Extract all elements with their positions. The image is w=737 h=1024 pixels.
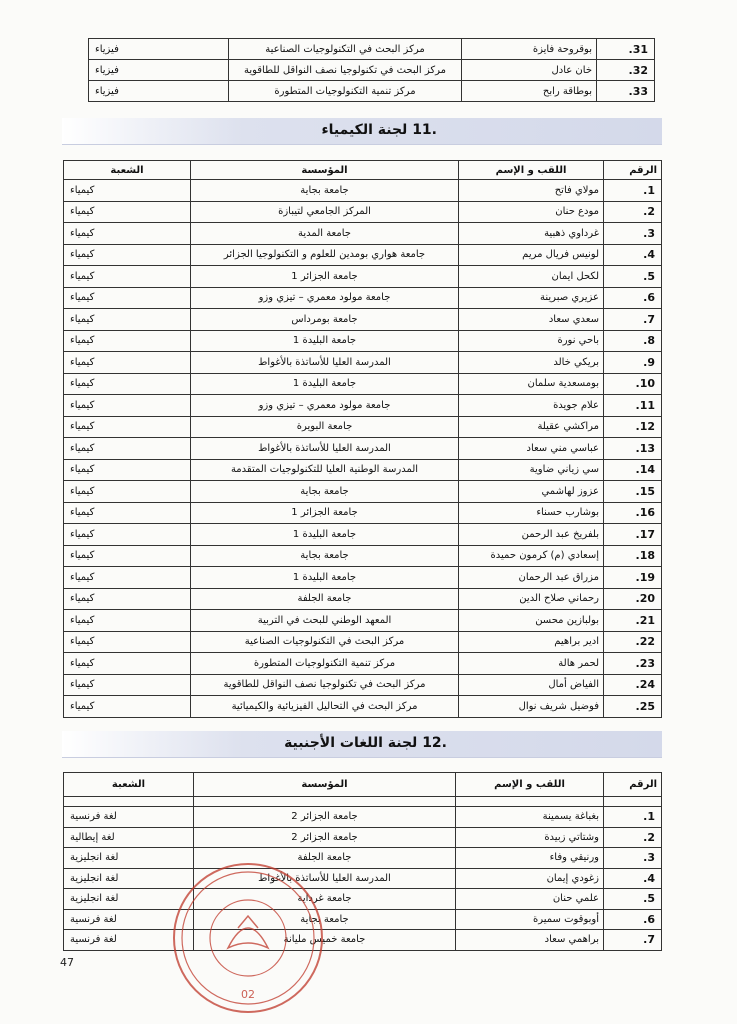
institution: جامعة خميس مليانة	[194, 930, 456, 951]
row-number: 13.	[604, 438, 662, 460]
person-name: خان عادل	[462, 60, 597, 81]
table-row	[64, 827, 662, 848]
person-name: سي زياني ضاوية	[459, 459, 604, 481]
row-number: 18.	[604, 545, 662, 567]
branch: كيمياء	[64, 287, 191, 309]
branch: كيمياء	[64, 244, 191, 266]
table-row	[64, 653, 662, 675]
table-row	[64, 352, 662, 374]
row-number: 19.	[604, 567, 662, 589]
branch: كيمياء	[64, 481, 191, 503]
institution: مركز تنمية التكنولوجيات المتطورة	[229, 81, 462, 102]
row-number: 23.	[604, 653, 662, 675]
table-row	[64, 631, 662, 653]
table-row	[64, 889, 662, 910]
table-row	[64, 502, 662, 524]
table-row	[64, 807, 662, 828]
table-row	[64, 287, 662, 309]
institution: مركز البحث في التكنولوجيات الصناعية	[191, 631, 459, 653]
person-name: بومسعدية سلمان	[459, 373, 604, 395]
person-name: زغودي إيمان	[456, 868, 604, 889]
row-number: 32.	[597, 60, 655, 81]
person-name: بريكي خالد	[459, 352, 604, 374]
row-number: 10.	[604, 373, 662, 395]
person-name: بوطاقة رابح	[462, 81, 597, 102]
institution: المدرسة الوطنية العليا للتكنولوجيات المتقدمة	[191, 459, 459, 481]
row-number: 12.	[604, 416, 662, 438]
institution: مركز تنمية التكنولوجيات المتطورة	[191, 653, 459, 675]
branch: لغة انجليزية	[64, 848, 194, 869]
header-name: اللقب و الإسم	[456, 773, 604, 797]
institution: جامعة المدية	[191, 223, 459, 245]
row-number: 16.	[604, 502, 662, 524]
table-row	[89, 39, 655, 60]
row-number: 4.	[604, 244, 662, 266]
institution: جامعة بومرداس	[191, 309, 459, 331]
header-inst: المؤسسة	[191, 161, 459, 180]
institution: جامعة هواري بومدين للعلوم و التكنولوجيا الجزائر	[191, 244, 459, 266]
person-name: عزوز لهاشمي	[459, 481, 604, 503]
table-row	[64, 588, 662, 610]
table-header-row	[64, 161, 662, 180]
institution: المعهد الوطني للبحث في التربية	[191, 610, 459, 632]
row-number: 7.	[604, 930, 662, 951]
branch: لغة فرنسية	[64, 909, 194, 930]
institution: جامعة الجزائر 2	[194, 827, 456, 848]
table-row	[64, 416, 662, 438]
branch: كيمياء	[64, 653, 191, 675]
header-spacer-row	[64, 797, 662, 807]
table-row	[64, 395, 662, 417]
table-row	[64, 930, 662, 951]
row-number: 22.	[604, 631, 662, 653]
institution: جامعة البليدة 1	[191, 524, 459, 546]
branch: لغة إيطالية	[64, 827, 194, 848]
person-name: براهمي سعاد	[456, 930, 604, 951]
branch: كيمياء	[64, 545, 191, 567]
institution: جامعة مولود معمري – تيزي وزو	[191, 287, 459, 309]
institution: مركز البحث في تكنولوجيا نصف النواقل للطاقوية	[229, 60, 462, 81]
page-number: 47	[60, 956, 74, 969]
institution: المدرسة العليا للأساتذة بالأغواط	[194, 868, 456, 889]
header-branch: الشعبة	[64, 773, 194, 797]
branch: كيمياء	[64, 330, 191, 352]
row-number: 20.	[604, 588, 662, 610]
institution: المدرسة العليا للأساتذة بالأغواط	[191, 438, 459, 460]
table-row	[64, 330, 662, 352]
institution: جامعة الجلفة	[194, 848, 456, 869]
person-name: مولاي فاتح	[459, 180, 604, 202]
branch: لغة فرنسية	[64, 807, 194, 828]
person-name: فوضيل شريف نوال	[459, 696, 604, 718]
institution: جامعة البويرة	[191, 416, 459, 438]
table-row	[64, 459, 662, 481]
branch: كيمياء	[64, 696, 191, 718]
institution: جامعة الجزائر 2	[194, 807, 456, 828]
person-name: بولبازين محسن	[459, 610, 604, 632]
section-12-title: .12 لجنة اللغات الأجنبية	[284, 735, 447, 751]
institution: جامعة غرداية	[194, 889, 456, 910]
table-row	[64, 868, 662, 889]
row-number: 25.	[604, 696, 662, 718]
person-name: علمي حنان	[456, 889, 604, 910]
physics-table-continuation	[88, 38, 655, 102]
row-number: 15.	[604, 481, 662, 503]
row-number: 2.	[604, 201, 662, 223]
row-number: 5.	[604, 889, 662, 910]
institution: جامعة بجاية	[194, 909, 456, 930]
row-number: 33.	[597, 81, 655, 102]
row-number: 5.	[604, 266, 662, 288]
row-number: 6.	[604, 287, 662, 309]
branch: كيمياء	[64, 223, 191, 245]
branch: كيمياء	[64, 524, 191, 546]
table-row	[64, 545, 662, 567]
person-name: بلفريخ عبد الرحمن	[459, 524, 604, 546]
branch: كيمياء	[64, 588, 191, 610]
header-branch: الشعبة	[64, 161, 191, 180]
person-name: ادير براهيم	[459, 631, 604, 653]
table-row	[64, 438, 662, 460]
header-num: الرقم	[604, 161, 662, 180]
row-number: 24.	[604, 674, 662, 696]
branch: كيمياء	[64, 567, 191, 589]
person-name: الفياض أمال	[459, 674, 604, 696]
person-name: مزراق عبد الرحمان	[459, 567, 604, 589]
branch: كيمياء	[64, 459, 191, 481]
row-number: 2.	[604, 827, 662, 848]
table-row	[64, 524, 662, 546]
table-row	[89, 81, 655, 102]
table-row	[64, 610, 662, 632]
institution: جامعة بجاية	[191, 180, 459, 202]
institution: جامعة الجزائر 1	[191, 266, 459, 288]
person-name: عباسي مني سعاد	[459, 438, 604, 460]
institution: جامعة بجاية	[191, 545, 459, 567]
person-name: مراكشي عقيلة	[459, 416, 604, 438]
institution: المدرسة العليا للأساتذة بالأغواط	[191, 352, 459, 374]
table-row	[64, 909, 662, 930]
person-name: وشتاتي زبيدة	[456, 827, 604, 848]
person-name: علام جويدة	[459, 395, 604, 417]
branch: كيمياء	[64, 610, 191, 632]
header-name: اللقب و الإسم	[459, 161, 604, 180]
institution: مركز البحث في تكنولوجيا نصف النواقل للطاقوية	[191, 674, 459, 696]
branch: كيمياء	[64, 416, 191, 438]
institution: جامعة الجزائر 1	[191, 502, 459, 524]
table-row	[64, 180, 662, 202]
branch: كيمياء	[64, 309, 191, 331]
branch: لغة فرنسية	[64, 930, 194, 951]
row-number: 8.	[604, 330, 662, 352]
branch: كيمياء	[64, 631, 191, 653]
institution: جامعة البليدة 1	[191, 567, 459, 589]
row-number: 3.	[604, 848, 662, 869]
row-number: 4.	[604, 868, 662, 889]
table-row	[64, 266, 662, 288]
institution: جامعة مولود معمري – تيزي وزو	[191, 395, 459, 417]
person-name: باحي نورة	[459, 330, 604, 352]
person-name: أوبوقوت سميرة	[456, 909, 604, 930]
official-stamp	[168, 858, 328, 1018]
row-number: 14.	[604, 459, 662, 481]
branch: كيمياء	[64, 438, 191, 460]
institution: مركز البحث في التحاليل الفيزيائية والكيميائية	[191, 696, 459, 718]
row-number: 6.	[604, 909, 662, 930]
person-name: عزيري صبرينة	[459, 287, 604, 309]
table-row	[64, 201, 662, 223]
row-number: 3.	[604, 223, 662, 245]
table-row	[64, 244, 662, 266]
person-name: بوشارب حسناء	[459, 502, 604, 524]
branch: لغة انجليزية	[64, 889, 194, 910]
header-num: الرقم	[604, 773, 662, 797]
person-name: لونيس فريال مريم	[459, 244, 604, 266]
table-header-row	[64, 773, 662, 797]
table-row	[64, 848, 662, 869]
person-name: بوقروحة فايزة	[462, 39, 597, 60]
institution: جامعة البليدة 1	[191, 373, 459, 395]
institution: جامعة البليدة 1	[191, 330, 459, 352]
institution: المركز الجامعي لتيبازة	[191, 201, 459, 223]
row-number: 1.	[604, 180, 662, 202]
branch: لغة انجليزية	[64, 868, 194, 889]
table-row	[64, 674, 662, 696]
branch: فيزياء	[89, 81, 229, 102]
person-name: لحمر هالة	[459, 653, 604, 675]
person-name: سعدي سعاد	[459, 309, 604, 331]
branch: كيمياء	[64, 352, 191, 374]
stamp-number: 02	[241, 988, 255, 1001]
branch: كيمياء	[64, 674, 191, 696]
branch: كيمياء	[64, 201, 191, 223]
branch: كيمياء	[64, 180, 191, 202]
row-number: 7.	[604, 309, 662, 331]
row-number: 1.	[604, 807, 662, 828]
institution: جامعة بجاية	[191, 481, 459, 503]
table-row	[64, 481, 662, 503]
branch: كيمياء	[64, 373, 191, 395]
table-row	[64, 373, 662, 395]
table-row	[64, 696, 662, 718]
row-number: 9.	[604, 352, 662, 374]
person-name: غرداوي ذهبية	[459, 223, 604, 245]
chemistry-committee-table	[63, 160, 662, 718]
foreign-languages-committee-table	[63, 772, 662, 951]
header-inst: المؤسسة	[194, 773, 456, 797]
branch: فيزياء	[89, 39, 229, 60]
branch: كيمياء	[64, 266, 191, 288]
row-number: 17.	[604, 524, 662, 546]
institution: جامعة الجلفة	[191, 588, 459, 610]
row-number: 11.	[604, 395, 662, 417]
institution: مركز البحث في التكنولوجيات الصناعية	[229, 39, 462, 60]
branch: فيزياء	[89, 60, 229, 81]
person-name: لكحل ايمان	[459, 266, 604, 288]
branch: كيمياء	[64, 395, 191, 417]
table-row	[64, 309, 662, 331]
person-name: ورنيقي وفاء	[456, 848, 604, 869]
person-name: بغباغة يسمينة	[456, 807, 604, 828]
section-11-title: .11 لجنة الكيمياء	[321, 122, 437, 138]
row-number: 21.	[604, 610, 662, 632]
row-number: 31.	[597, 39, 655, 60]
branch: كيمياء	[64, 502, 191, 524]
person-name: مودع حنان	[459, 201, 604, 223]
person-name: إسعادي (م) كرمون حميدة	[459, 545, 604, 567]
table-row	[64, 223, 662, 245]
table-row	[64, 567, 662, 589]
person-name: رحماني صلاح الدين	[459, 588, 604, 610]
table-row	[89, 60, 655, 81]
